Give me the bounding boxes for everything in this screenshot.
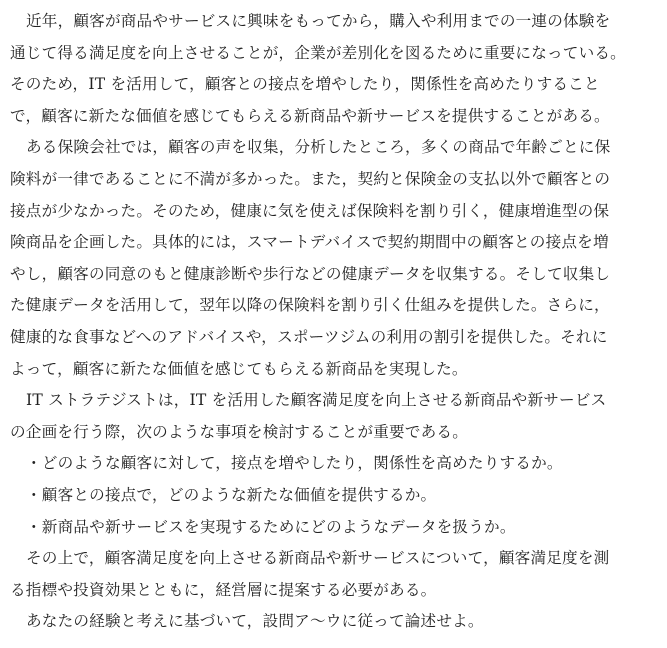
bullet-list [10, 448, 661, 543]
text-line: で，顧客に新たな価値を感じてもらえる新商品や新サービスを提供することがある。 [10, 106, 610, 125]
text-line: 健康的な食事などへのアドバイスや，スポーツジムの利用の割引を提供した。それに [10, 327, 608, 346]
paragraph-4 [10, 543, 661, 606]
text-line: 接点が少なかった。そのため，健康に気を使えば保険料を割り引く，健康増進型の保 [10, 201, 610, 220]
paragraph-3 [10, 385, 661, 448]
text-line: よって，顧客に新たな価値を感じてもらえる新商品を実現した。 [10, 359, 468, 378]
text-line: そのため，IT を活用して，顧客との接点を増やしたり，関係性を高めたりすること [10, 75, 600, 94]
text-line: た健康データを活用して，翌年以降の保険料を割り引く仕組みを提供した。さらに， [10, 296, 610, 315]
text-line: その上で，顧客満足度を向上させる新商品や新サービスについて，顧客満足度を測 [26, 549, 610, 568]
text-line: 通じて得る満足度を向上させることが，企業が差別化を図るために重要になっている。 [10, 43, 626, 62]
text-line: る指標や投資効果とともに，経営層に提案する必要がある。 [10, 580, 437, 599]
text-line: IT ストラテジストは，IT を活用した顧客満足度を向上させる新商品や新サービス [26, 391, 607, 410]
list-item: ・新商品や新サービスを実現するためにどのようなデータを扱うか。 [26, 517, 516, 536]
instruction [10, 606, 661, 638]
list-item: ・顧客との接点で，どのような新たな価値を提供するか。 [26, 485, 437, 504]
text-line: あなたの経験と考えに基づいて，設問ア～ウに従って論述せよ。 [26, 612, 484, 631]
paragraph-2 [10, 132, 661, 385]
text-line: 近年，顧客が商品やサービスに興味をもってから，購入や利用までの一連の体験を [26, 12, 611, 30]
text-line: の企画を行う際，次のような事項を検討することが重要である。 [10, 422, 469, 441]
list-item: ・どのような顧客に対して，接点を増やしたり，関係性を高めたりするか。 [26, 454, 563, 473]
paragraph-1 [10, 6, 661, 132]
text-line: ある保険会社では，顧客の声を収集，分析したところ，多くの商品で年齢ごとに保 [26, 138, 611, 157]
text-line: やし，顧客の同意のもと健康診断や歩行などの健康データを収集する。そして収集し [10, 264, 611, 283]
text-line: 険料が一律であることに不満が多かった。また，契約と保険金の支払以外で顧客との [10, 169, 611, 188]
text-line: 険商品を企画した。具体的には，スマートデバイスで契約期間中の顧客との接点を増 [10, 233, 609, 252]
